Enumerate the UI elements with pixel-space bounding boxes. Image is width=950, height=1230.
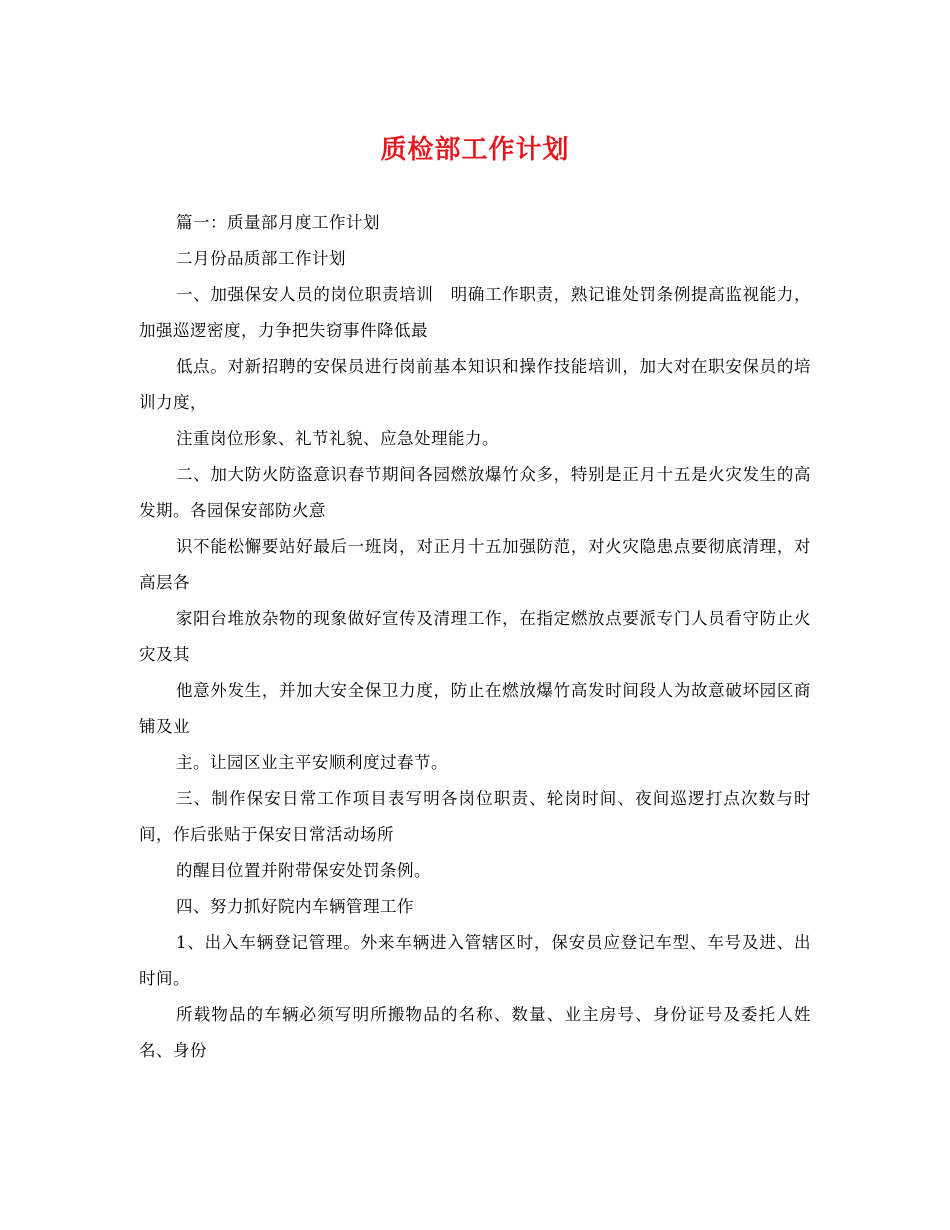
paragraph: 二月份品质部工作计划 [176,249,346,268]
paragraph: 识不能松懈要站好最后一班岗，对正月十五加强防范，对火灾隐患点要彻底清理，对高层各 [139,537,811,592]
document-title: 质检部工作计划 [380,135,570,165]
paragraph: 家阳台堆放杂物的现象做好宣传及清理工作，在指定燃放点要派专门人员看守防止火灾及其 [139,609,811,664]
paragraph: 他意外发生，并加大安全保卫力度，防止在燃放爆竹高发时间段人为故意破坏园区商铺及业 [139,681,811,736]
paragraph: 二、加大防火防盗意识春节期间各园燃放爆竹众多，特别是正月十五是火灾发生的高发期。各园保安部防火意 [139,465,811,520]
paragraph: 四、努力抓好院内车辆管理工作 [176,897,414,916]
paragraph: 低点。对新招聘的安保员进行岗前基本知识和操作技能培训，加大对在职安保员的培训力度， [139,357,811,412]
paragraph: 一、加强保安人员的岗位职责培训 明确工作职责，熟记谁处罚条例提高监视能力，加强巡逻密度，力争把失窃事件降低最 [139,285,811,340]
document-body [139,205,811,1069]
paragraph: 1、出入车辆登记管理。外来车辆进入管辖区时，保安员应登记车型、车号及进、出时间。 [139,933,811,988]
paragraph: 三、制作保安日常工作项目表写明各岗位职责、轮岗时间、夜间巡逻打点次数与时间，作后张贴于保安日常活动场所 [139,789,811,844]
paragraph: 注重岗位形象、礼节礼貌、应急处理能力。 [176,429,499,448]
paragraph: 的醒目位置并附带保安处罚条例。 [176,861,431,880]
paragraph: 所载物品的车辆必须写明所搬物品的名称、数量、业主房号、身份证号及委托人姓名、身份 [139,1005,811,1060]
paragraph: 主。让园区业主平安顺利度过春节。 [176,753,448,772]
paragraph: 篇一：质量部月度工作计划 [176,213,380,232]
